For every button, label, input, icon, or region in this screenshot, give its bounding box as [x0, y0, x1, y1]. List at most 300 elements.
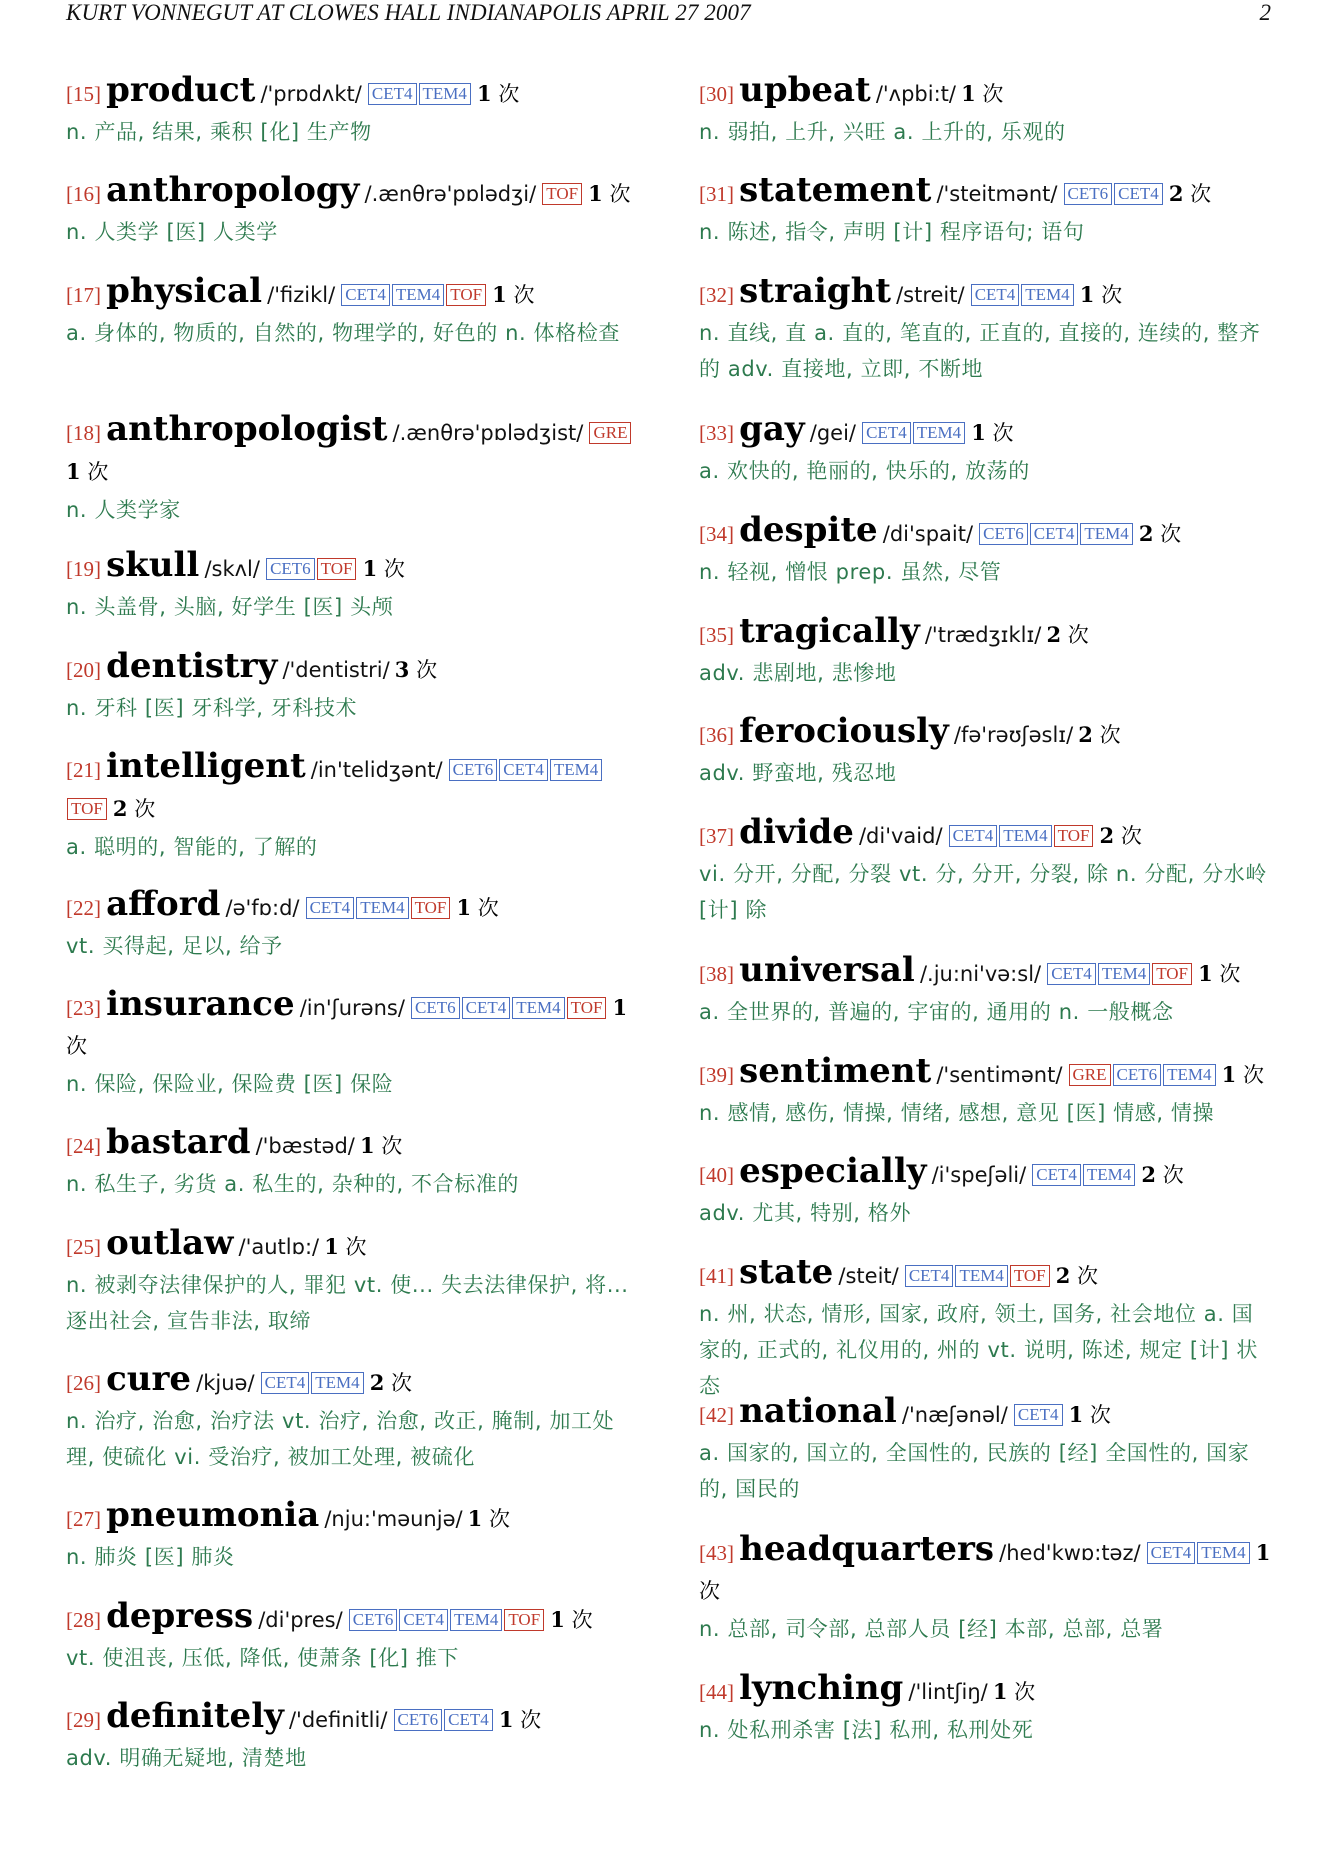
frequency-unit: 次	[1014, 1680, 1036, 1704]
headword: ferociously	[739, 711, 949, 751]
pronunciation: /steit/	[838, 1264, 899, 1288]
entry-number: [17]	[66, 283, 101, 307]
exam-tag: CET4	[1014, 1404, 1063, 1426]
pronunciation: /hed'kwɒ:təz/	[999, 1541, 1141, 1565]
frequency-count	[550, 1608, 592, 1632]
exam-tag: TOF	[542, 183, 582, 205]
entry-number: [26]	[66, 1371, 101, 1395]
frequency-unit: 次	[1120, 824, 1142, 848]
entry-number: [40]	[699, 1163, 734, 1187]
exam-tag: TEM4	[955, 1265, 1007, 1287]
definition: a. 身体的, 物质的, 自然的, 物理学的, 好色的 n. 体格检查	[66, 321, 620, 345]
pronunciation: /.ænθrə'pɒlədʒist/	[392, 421, 584, 445]
frequency-unit: 次	[488, 1507, 510, 1531]
vocab-entry	[699, 1153, 1271, 1231]
exam-tag: TEM4	[392, 284, 444, 306]
frequency-unit: 次	[609, 182, 631, 206]
pronunciation: /di'vaid/	[858, 824, 943, 848]
exam-tag: CET4	[949, 825, 998, 847]
exam-tag: TEM4	[1163, 1064, 1215, 1086]
frequency-count	[961, 82, 1003, 106]
frequency-count	[113, 797, 155, 821]
exam-tag: CET4	[261, 1372, 310, 1394]
frequency-number: 1	[1221, 1062, 1237, 1087]
definition: a. 聪明的, 智能的, 了解的	[66, 835, 318, 859]
entry-number: [22]	[66, 896, 101, 920]
definition: n. 被剥夺法律保护的人, 罪犯 vt. 使... 失去法律保护, 将... 逐出社会, 宣告非法, 取缔	[66, 1273, 629, 1333]
pronunciation: /'fizikl/	[267, 283, 336, 307]
pronunciation: /'definitli/	[288, 1708, 388, 1732]
entry-headline	[66, 1124, 636, 1166]
frequency-count	[971, 421, 1013, 445]
frequency-unit: 次	[416, 658, 438, 682]
entry-number: [39]	[699, 1063, 734, 1087]
entry-headline	[699, 72, 1271, 114]
frequency-number: 1	[456, 895, 472, 920]
definition: vt. 使沮丧, 压低, 降低, 使萧条 [化] 推下	[66, 1646, 459, 1670]
vocab-entry	[699, 512, 1271, 590]
vocab-entry	[699, 952, 1271, 1030]
frequency-number: 1	[498, 1707, 514, 1732]
exam-tag: CET6	[411, 997, 460, 1019]
frequency-unit: 次	[699, 1579, 720, 1603]
entry-number: [20]	[66, 658, 101, 682]
entry-number: [19]	[66, 557, 101, 581]
entry-number: [28]	[66, 1608, 101, 1632]
headword: headquarters	[739, 1529, 995, 1569]
entry-headline	[699, 273, 1271, 315]
exam-tag: TEM4	[913, 422, 965, 444]
frequency-unit: 次	[66, 1034, 87, 1058]
definition: n. 感情, 感伤, 情操, 情绪, 感想, 意见 [医] 情感, 情操	[699, 1101, 1215, 1125]
pronunciation: /'sentimənt/	[936, 1063, 1063, 1087]
frequency-count	[324, 1235, 366, 1259]
exam-tag: CET6	[1113, 1064, 1162, 1086]
definition: n. 总部, 司令部, 总部人员 [经] 本部, 总部, 总署	[699, 1617, 1164, 1641]
frequency-unit: 次	[381, 1134, 403, 1158]
exam-tag: CET4	[399, 1609, 448, 1631]
frequency-unit: 次	[1101, 283, 1123, 307]
frequency-number: 2	[1046, 622, 1062, 647]
exam-tag: CET4	[971, 284, 1020, 306]
exam-tag: CET4	[1147, 1542, 1196, 1564]
headword: despite	[739, 510, 878, 550]
frequency-unit: 次	[477, 896, 499, 920]
frequency-count	[468, 1507, 510, 1531]
headword: afford	[106, 884, 221, 924]
page-header	[66, 0, 1271, 30]
definition: n. 头盖骨, 头脑, 好学生 [医] 头颅	[66, 595, 394, 619]
pronunciation: /'steitmənt/	[936, 182, 1058, 206]
headword: bastard	[106, 1122, 251, 1162]
frequency-unit: 次	[1089, 1403, 1111, 1427]
vocab-entry	[699, 1670, 1271, 1748]
frequency-number: 3	[394, 657, 410, 682]
headword: lynching	[739, 1668, 904, 1708]
definition: n. 保险, 保险业, 保险费 [医] 保险	[66, 1072, 394, 1096]
exam-tag: TOF	[1152, 963, 1192, 985]
definition: n. 直线, 直 a. 直的, 笔直的, 正直的, 直接的, 连续的, 整齐的 adv. 直接地, 立即, 不断地	[699, 321, 1261, 381]
entry-number: [37]	[699, 824, 734, 848]
exam-tag: CET4	[499, 759, 548, 781]
frequency-count	[395, 658, 437, 682]
vocab-entry	[66, 547, 636, 625]
exam-tag: TOF	[504, 1609, 544, 1631]
headword: dentistry	[106, 646, 278, 686]
frequency-count	[1069, 1403, 1111, 1427]
exam-tag: TOF	[1010, 1265, 1050, 1287]
entry-headline	[699, 172, 1271, 214]
vocab-entry	[66, 411, 636, 528]
entry-headline	[699, 814, 1271, 856]
frequency-number: 1	[66, 459, 81, 484]
headword: cure	[106, 1359, 192, 1399]
pronunciation: /kjuə/	[196, 1371, 255, 1395]
headword: outlaw	[106, 1223, 234, 1263]
exam-tag: GRE	[1069, 1064, 1111, 1086]
entry-number: [43]	[699, 1541, 734, 1565]
pronunciation: /'autlɒ:/	[238, 1235, 320, 1259]
vocab-entry	[699, 1053, 1271, 1131]
entry-headline	[699, 1153, 1271, 1195]
exam-tag: TEM4	[419, 83, 471, 105]
exam-tag: CET4	[368, 83, 417, 105]
entry-number: [16]	[66, 182, 101, 206]
pronunciation: /streit/	[896, 283, 965, 307]
exam-tag: TEM4	[311, 1372, 363, 1394]
frequency-unit: 次	[1242, 1063, 1264, 1087]
exam-tag: TOF	[567, 997, 607, 1019]
definition: adv. 悲剧地, 悲惨地	[699, 661, 897, 685]
entry-headline	[66, 411, 636, 492]
entry-headline	[699, 1254, 1271, 1296]
entry-headline	[66, 72, 636, 114]
frequency-count	[1139, 522, 1181, 546]
frequency-count	[363, 557, 405, 581]
definition: a. 国家的, 国立的, 全国性的, 民族的 [经] 全国性的, 国家的, 国民的	[699, 1441, 1250, 1501]
vocab-entry	[699, 273, 1271, 387]
pronunciation: /di'pres/	[258, 1608, 343, 1632]
entry-number: [30]	[699, 82, 734, 106]
headword: insurance	[106, 984, 295, 1024]
entry-number: [33]	[699, 421, 734, 445]
exam-tag: CET6	[349, 1609, 398, 1631]
exam-tag: CET6	[449, 759, 498, 781]
headword: intelligent	[106, 746, 306, 786]
frequency-unit: 次	[383, 557, 405, 581]
entry-number: [35]	[699, 623, 734, 647]
exam-tag: TEM4	[1197, 1542, 1249, 1564]
vocab-entry	[699, 814, 1271, 928]
pronunciation: /.ænθrə'pɒlədʒi/	[364, 182, 537, 206]
entry-number: [36]	[699, 723, 734, 747]
exam-tag: TOF	[317, 558, 357, 580]
frequency-count	[1078, 723, 1120, 747]
exam-tag: TOF	[67, 798, 107, 820]
entry-number: [25]	[66, 1235, 101, 1259]
frequency-number: 1	[961, 81, 976, 106]
frequency-unit: 次	[134, 797, 156, 821]
vocab-entry	[66, 886, 636, 964]
frequency-count	[360, 1134, 402, 1158]
pronunciation: /'prɒdʌkt/	[260, 82, 362, 106]
frequency-unit: 次	[391, 1371, 413, 1395]
vocab-entry	[66, 986, 636, 1102]
frequency-unit: 次	[513, 283, 535, 307]
pronunciation: /in'telidʒənt/	[310, 758, 443, 782]
frequency-number: 1	[467, 1506, 483, 1531]
frequency-unit: 次	[87, 460, 109, 484]
exam-tag: CET4	[1032, 1164, 1081, 1186]
exam-tag: TEM4	[1098, 963, 1150, 985]
headword: tragically	[739, 611, 920, 651]
entry-number: [42]	[699, 1403, 734, 1427]
entry-number: [24]	[66, 1134, 101, 1158]
vocab-entry	[699, 172, 1271, 250]
frequency-number: 1	[477, 81, 492, 106]
headword: state	[739, 1252, 834, 1292]
headword: pneumonia	[106, 1495, 320, 1535]
frequency-count	[1141, 1163, 1183, 1187]
entry-headline	[699, 613, 1271, 655]
frequency-count	[370, 1371, 412, 1395]
frequency-unit: 次	[571, 1608, 593, 1632]
frequency-number: 2	[112, 796, 128, 821]
headword: statement	[739, 170, 932, 210]
frequency-number: 1	[324, 1234, 339, 1259]
exam-tag: CET6	[979, 523, 1028, 545]
vocab-entry	[66, 72, 636, 150]
entry-headline	[66, 748, 636, 829]
headword: definitely	[106, 1696, 284, 1736]
definition: a. 全世界的, 普遍的, 宇宙的, 通用的 n. 一般概念	[699, 1000, 1174, 1024]
exam-tag: TEM4	[450, 1609, 502, 1631]
definition: n. 州, 状态, 情形, 国家, 政府, 领土, 国务, 社会地位 a. 国家的, 正式的, 礼仪用的, 州的 vt. 说明, 陈述, 规定 [计] 状态	[699, 1302, 1258, 1398]
pronunciation: /'trædʒɪklɪ/	[924, 623, 1042, 647]
definition: n. 治疗, 治愈, 治疗法 vt. 治疗, 治愈, 改正, 腌制, 加工处理, 使硫化 vi. 受治疗, 被加工处理, 被硫化	[66, 1409, 615, 1469]
frequency-count	[1100, 824, 1142, 848]
exam-tag: CET4	[462, 997, 511, 1019]
entry-headline	[699, 1393, 1271, 1435]
headword: straight	[739, 271, 891, 311]
entry-number: [34]	[699, 522, 734, 546]
frequency-number: 1	[992, 1679, 1008, 1704]
frequency-unit: 次	[1077, 1264, 1099, 1288]
frequency-count	[492, 283, 534, 307]
headword: product	[106, 70, 256, 110]
pronunciation: /'bæstəd/	[255, 1134, 355, 1158]
entry-headline	[699, 1053, 1271, 1095]
entry-number: [44]	[699, 1680, 734, 1704]
vocab-entry	[699, 72, 1271, 150]
frequency-number: 1	[588, 181, 603, 206]
frequency-number: 1	[1079, 282, 1095, 307]
vocab-entry	[66, 1361, 636, 1475]
exam-tag: GRE	[589, 422, 631, 444]
frequency-unit: 次	[498, 82, 520, 106]
vocab-entry	[699, 1393, 1271, 1507]
vocab-entry	[66, 1124, 636, 1202]
definition: n. 陈述, 指令, 声明 [计] 程序语句; 语句	[699, 220, 1085, 244]
pronunciation: /fə'rəʊʃəslɪ/	[953, 723, 1074, 747]
exam-tag: CET6	[266, 558, 315, 580]
frequency-number: 1	[971, 420, 986, 445]
headword: universal	[739, 950, 915, 990]
vocab-entry	[66, 1497, 636, 1575]
exam-tag: CET6	[1064, 183, 1113, 205]
frequency-number: 2	[1078, 722, 1093, 747]
frequency-count	[993, 1680, 1035, 1704]
exam-tag: TEM4	[1021, 284, 1073, 306]
entry-headline	[699, 952, 1271, 994]
entry-number: [18]	[66, 421, 101, 445]
page-title: KURT VONNEGUT AT CLOWES HALL INDIANAPOLIS APRIL 27 2007	[66, 0, 751, 25]
pronunciation: /gei/	[809, 421, 856, 445]
frequency-unit: 次	[1067, 623, 1089, 647]
exam-tag: CET4	[905, 1265, 954, 1287]
frequency-number: 1	[612, 995, 628, 1020]
exam-tag: TEM4	[1080, 523, 1132, 545]
frequency-count	[588, 182, 630, 206]
frequency-number: 2	[1055, 1263, 1071, 1288]
vocab-entry	[699, 613, 1271, 691]
frequency-unit: 次	[982, 82, 1004, 106]
exam-tag: TEM4	[1083, 1164, 1135, 1186]
entry-headline	[66, 273, 636, 315]
frequency-number: 1	[1255, 1540, 1271, 1565]
entry-headline	[66, 648, 636, 690]
frequency-unit: 次	[1219, 962, 1241, 986]
definition: n. 弱拍, 上升, 兴旺 a. 上升的, 乐观的	[699, 120, 1066, 144]
entry-headline	[66, 886, 636, 928]
entry-number: [27]	[66, 1507, 101, 1531]
pronunciation: /nju:'məunjə/	[324, 1507, 463, 1531]
frequency-count	[1080, 283, 1122, 307]
frequency-number: 1	[550, 1607, 565, 1632]
pronunciation: /.ju:ni'və:sl/	[919, 962, 1042, 986]
definition: adv. 尤其, 特别, 格外	[699, 1201, 912, 1225]
entry-headline	[66, 1598, 636, 1640]
entry-number: [21]	[66, 758, 101, 782]
frequency-number: 1	[492, 282, 507, 307]
exam-tag: CET4	[1030, 523, 1079, 545]
frequency-count	[66, 460, 108, 484]
frequency-number: 2	[1099, 823, 1115, 848]
definition: n. 处私刑杀害 [法] 私刑, 私刑处死	[699, 1718, 1034, 1742]
pronunciation: /di'spait/	[882, 522, 974, 546]
definition: n. 私生子, 劣货 a. 私生的, 杂种的, 不合标准的	[66, 1172, 520, 1196]
exam-tag: CET4	[341, 284, 390, 306]
pronunciation: /'ʌpbi:t/	[875, 82, 956, 106]
frequency-number: 2	[1168, 181, 1184, 206]
frequency-number: 2	[1138, 521, 1154, 546]
definition: n. 轻视, 憎恨 prep. 虽然, 尽管	[699, 560, 1002, 584]
exam-tag: CET4	[444, 1709, 493, 1731]
entry-headline	[66, 172, 636, 214]
frequency-number: 1	[359, 1133, 375, 1158]
vocab-entry	[699, 411, 1271, 489]
frequency-unit: 次	[345, 1235, 367, 1259]
definition: n. 牙科 [医] 牙科学, 牙科技术	[66, 696, 358, 720]
entry-number: [32]	[699, 283, 734, 307]
vocab-entry	[66, 1698, 636, 1776]
entry-headline	[66, 986, 636, 1066]
exam-tag: CET4	[1114, 183, 1163, 205]
definition: n. 产品, 结果, 乘积 [化] 生产物	[66, 120, 372, 144]
headword: anthropologist	[106, 409, 388, 449]
entry-number: [31]	[699, 182, 734, 206]
frequency-number: 2	[1141, 1162, 1157, 1187]
pronunciation: /ə'fɒ:d/	[225, 896, 300, 920]
entry-number: [23]	[66, 996, 101, 1020]
headword: upbeat	[739, 70, 871, 110]
definition: n. 人类学 [医] 人类学	[66, 220, 278, 244]
headword: skull	[106, 545, 200, 585]
entry-headline	[66, 547, 636, 589]
vocab-entry	[66, 1598, 636, 1676]
frequency-count	[1169, 182, 1211, 206]
frequency-count	[456, 896, 498, 920]
vocab-entry	[699, 713, 1271, 791]
entry-headline	[66, 1225, 636, 1267]
frequency-count	[499, 1708, 541, 1732]
pronunciation: /in'ʃurəns/	[299, 996, 405, 1020]
exam-tag: TEM4	[999, 825, 1051, 847]
headword: sentiment	[739, 1051, 932, 1091]
entry-number: [41]	[699, 1264, 734, 1288]
definition: n. 肺炎 [医] 肺炎	[66, 1545, 235, 1569]
frequency-number: 2	[369, 1370, 385, 1395]
frequency-count	[1056, 1264, 1098, 1288]
entry-headline	[699, 1531, 1271, 1611]
exam-tag: CET4	[1047, 963, 1096, 985]
exam-tag: CET4	[306, 897, 355, 919]
entry-headline	[699, 512, 1271, 554]
pronunciation: /'lintʃiŋ/	[908, 1680, 988, 1704]
page-number: 2	[1259, 0, 1271, 25]
vocab-entry	[699, 1531, 1271, 1647]
entry-headline	[699, 1670, 1271, 1712]
exam-tag: CET6	[394, 1709, 443, 1731]
frequency-unit: 次	[1190, 182, 1212, 206]
vocab-entry	[66, 1225, 636, 1339]
definition: vi. 分开, 分配, 分裂 vt. 分, 分开, 分裂, 除 n. 分配, 分水岭 [计] 除	[699, 862, 1267, 922]
vocab-entry	[699, 1254, 1271, 1404]
exam-tag: TEM4	[356, 897, 408, 919]
entry-number: [15]	[66, 82, 101, 106]
entry-number: [29]	[66, 1708, 101, 1732]
exam-tag: TOF	[1054, 825, 1094, 847]
definition: a. 欢快的, 艳丽的, 快乐的, 放荡的	[699, 459, 1030, 483]
exam-tag: TOF	[446, 284, 486, 306]
vocab-entry	[66, 648, 636, 726]
frequency-unit: 次	[1160, 522, 1182, 546]
frequency-count	[1198, 962, 1240, 986]
frequency-unit: 次	[1099, 723, 1121, 747]
definition: vt. 买得起, 足以, 给予	[66, 934, 283, 958]
headword: especially	[739, 1151, 927, 1191]
vocab-entry	[66, 748, 636, 865]
definition: adv. 野蛮地, 残忍地	[699, 761, 897, 785]
headword: depress	[106, 1596, 254, 1636]
headword: anthropology	[106, 170, 360, 210]
frequency-unit: 次	[520, 1708, 542, 1732]
pronunciation: /i'speʃəli/	[931, 1163, 1027, 1187]
entry-number: [38]	[699, 962, 734, 986]
definition: n. 人类学家	[66, 498, 181, 522]
frequency-unit: 次	[1162, 1163, 1184, 1187]
entry-headline	[699, 411, 1271, 453]
